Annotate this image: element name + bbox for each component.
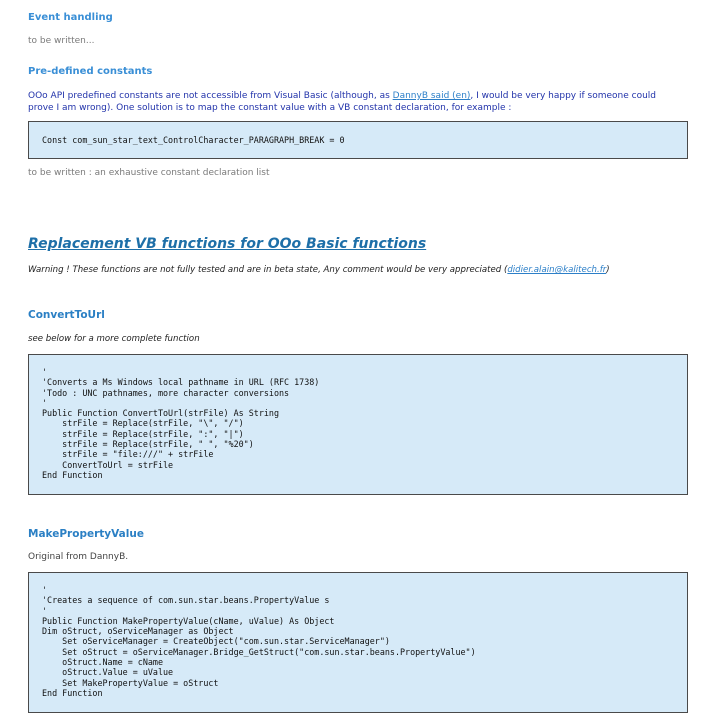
make-property-value-heading: MakePropertyValue [28, 528, 144, 540]
convert-to-url-note: see below for a more complete function [28, 334, 200, 344]
convert-to-url-heading: ConvertToUrl [28, 309, 105, 321]
dannyb-link[interactable]: DannyB said (en) [392, 91, 471, 101]
constant-list-note: to be written : an exhaustive constant declaration list [28, 168, 270, 178]
make-property-value-note: Original from DannyB. [28, 552, 129, 562]
event-handling-heading: Event handling [28, 12, 113, 23]
warning-close: ) [606, 265, 610, 275]
paragraph-text-end: , I would be very happy if someone could prove I am wrong). One solution is to map the constant value with a VB constant declaration, for example : [28, 91, 657, 113]
predefined-constants-paragraph [28, 90, 678, 114]
constant-code-block: Const com_sun_star_text_ControlCharacter_PARAGRAPH_BREAK = 0 [28, 121, 688, 159]
event-handling-note: to be written... [28, 36, 95, 46]
make-property-value-code-block: ' 'Creates a sequence of com.sun.star.beans.PropertyValue s ' Public Function MakePropertyValue(cName, uValue) As Object Dim oStruct, oServiceManager as Object Set oServiceManager = CreateObject("com.sun.star.ServiceManager") Set oStruct = oServiceManager.Bridge_GetStruct("com.sun.star.beans.PropertyValue") oStruct.Name = cName oStruct.Value = uValue Set MakePropertyValue = oStruct End Function [28, 572, 688, 713]
predefined-constants-heading: Pre-defined constants [28, 66, 153, 77]
convert-to-url-code-block: ' 'Converts a Ms Windows local pathname in URL (RFC 1738) 'Todo : UNC pathnames, more character conversions ' Public Function ConvertToUrl(strFile) As String strFile = Replace(strFile, "\", "/") strFile = Replace(strFile, ":", "|") strFile = Replace(strFile, " ", "%20") strFile = "file:///" + strFile ConvertToUrl = strFile End Function [28, 354, 688, 495]
paragraph-text-start: OOo API predefined constants are not accessible from Visual Basic (although, as [28, 91, 393, 101]
replacement-section-heading: Replacement VB functions for OOo Basic functions [28, 236, 427, 252]
warning-text: Warning ! These functions are not fully tested and are in beta state, Any comment would be very appreciated ( [28, 265, 508, 275]
email-link[interactable]: didier.alain@kalitech.fr [507, 265, 607, 275]
beta-warning [28, 265, 610, 275]
